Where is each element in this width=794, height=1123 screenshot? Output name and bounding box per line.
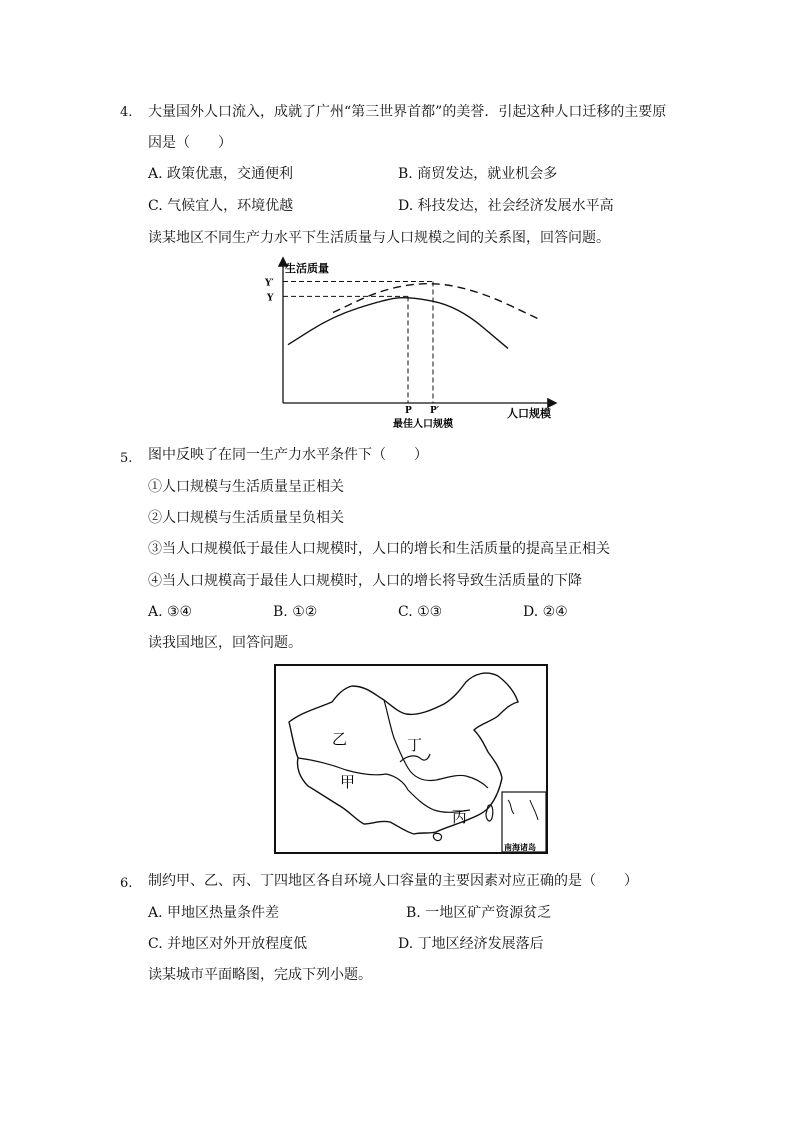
- x-axis-label: 人口规模: [507, 407, 551, 420]
- q5-statement-2: ②人口规模与生活质量呈负相关: [148, 510, 344, 526]
- q5-statement-3: ③当人口规模低于最佳人口规模时，人口的增长和生活质量的提高呈正相关: [148, 541, 610, 557]
- x-tick-p: P: [405, 406, 412, 416]
- y-tick-y-prime: Y′: [265, 278, 274, 289]
- inset-caption: 南海诸岛: [504, 842, 536, 852]
- map-label-bing: 丙: [452, 808, 468, 826]
- q6-stem: 制约甲、乙、丙、丁四地区各自环境人口容量的主要因素对应正确的是（ ）: [148, 873, 638, 889]
- q4-option-b: B. 商贸发达，就业机会多: [398, 166, 558, 182]
- q4-option-d: D. 科技发达，社会经济发展水平高: [398, 198, 614, 214]
- q5-option-c: C. ①③: [398, 604, 443, 620]
- series-curve-solid: [288, 298, 508, 349]
- population-quality-chart: [255, 255, 565, 435]
- q5-statement-4: ④当人口规模高于最佳人口规模时，人口的增长将导致生活质量的下降: [148, 573, 582, 589]
- y-tick-y: Y: [267, 293, 274, 304]
- q4-option-a: A. 政策优惠，交通便利: [148, 166, 294, 182]
- map-label-yi: 乙: [332, 730, 348, 748]
- intro-city: 读某城市平面略图，完成下列小题。: [148, 967, 372, 983]
- q4-stem-line2: 因是（ ）: [148, 135, 232, 151]
- y-axis-label: 生活质量: [285, 262, 329, 275]
- map-label-ding: 丁: [407, 736, 423, 754]
- q5-stem: 图中反映了在同一生产力水平条件下（ ）: [148, 447, 428, 463]
- q4-stem-line1: 大量国外人口流入，成就了广州“第三世界首都”的美誉．引起这种人口迁移的主要原: [148, 104, 667, 120]
- q6-option-c: C. 并地区对外开放程度低: [148, 936, 308, 952]
- q5-number: 5.: [120, 451, 133, 466]
- map-label-jia: 甲: [340, 773, 356, 791]
- q6-option-d: D. 丁地区经济发展落后: [398, 936, 544, 952]
- x-caption: 最佳人口规模: [393, 419, 453, 430]
- q5-option-d: D. ②④: [523, 604, 568, 620]
- q6-option-a: A. 甲地区热量条件差: [148, 905, 280, 921]
- q4-number: 4.: [120, 105, 133, 120]
- x-tick-p-prime: P′: [430, 406, 440, 416]
- q5-option-a: A. ③④: [148, 604, 193, 620]
- intro-graph: 读某地区不同生产力水平下生活质量与人口规模之间的关系图，回答问题。: [148, 230, 610, 246]
- china-map: [274, 664, 548, 854]
- q4-option-c: C. 气候宜人，环境优越: [148, 198, 294, 214]
- q6-option-b: B. 一地区矿产资源贫乏: [406, 905, 552, 921]
- intro-map: 读我国地区，回答问题。: [148, 635, 302, 651]
- q5-option-b: B. ①②: [273, 604, 318, 620]
- q5-statement-1: ①人口规模与生活质量呈正相关: [148, 479, 344, 495]
- q6-number: 6.: [120, 876, 133, 891]
